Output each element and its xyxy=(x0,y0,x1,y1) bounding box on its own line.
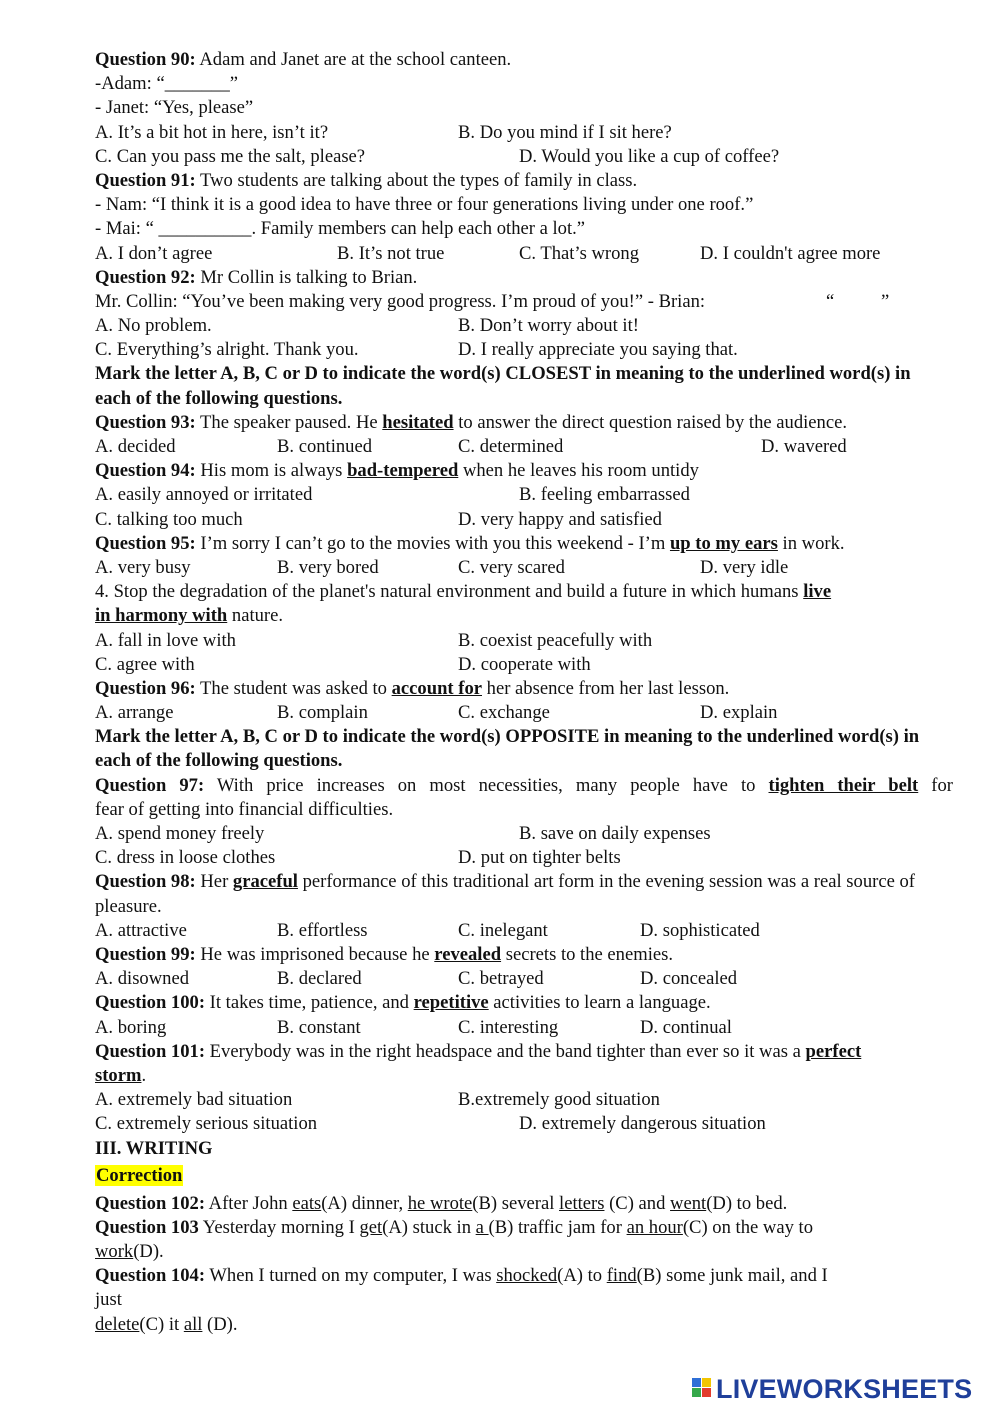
question-text: performance of this traditional art form in the evening session was a real source of xyxy=(297,871,915,893)
question-104 xyxy=(95,1264,985,1288)
option-d[interactable]: D. concealed xyxy=(640,968,738,990)
quote-open: “ xyxy=(826,290,835,312)
question-104-cont xyxy=(95,1313,985,1337)
question-99 xyxy=(95,943,985,967)
correction-label: Correction xyxy=(96,1164,183,1186)
question-text: His mom is always xyxy=(195,460,348,482)
option-c[interactable]: C. extremely serious situation xyxy=(95,1113,318,1135)
question-label: Question 104: xyxy=(95,1265,206,1287)
option-c[interactable]: C. determined xyxy=(458,436,564,458)
option-b[interactable]: B. feeling embarrassed xyxy=(519,484,690,506)
option-c[interactable]: C. Everything’s alright. Thank you. xyxy=(95,339,359,361)
option-a[interactable]: A. No problem. xyxy=(95,315,212,337)
question-101-cont xyxy=(95,1064,985,1088)
question-text: (C) on the way to xyxy=(682,1216,813,1238)
option-a[interactable]: A. decided xyxy=(95,436,176,458)
underlined-word: revealed xyxy=(434,944,502,965)
question-text: Yesterday morning I xyxy=(198,1216,360,1238)
quote-close: ” xyxy=(881,290,890,312)
question-text: (A) to xyxy=(557,1265,607,1287)
underlined-word: hesitated xyxy=(382,411,454,433)
question-text: It takes time, patience, and xyxy=(205,992,414,1014)
option-b[interactable]: B. complain xyxy=(277,702,368,724)
dialogue-line: - Nam: “I think it is a good idea to have three or four generations living under one roof.” xyxy=(95,194,754,216)
option-b[interactable]: B.extremely good situation xyxy=(458,1089,660,1111)
question-text: 4. Stop the degradation of the planet's natural environment and build a future in which humans xyxy=(95,581,804,603)
question-104-cont: just xyxy=(95,1289,122,1311)
option-b[interactable]: B. declared xyxy=(277,968,362,990)
underlined-word: get xyxy=(359,1216,383,1238)
question-96 xyxy=(95,677,985,701)
option-d[interactable]: D. extremely dangerous situation xyxy=(519,1113,766,1135)
option-b[interactable]: B. effortless xyxy=(277,919,368,941)
underlined-word: up to my ears xyxy=(669,532,778,554)
underlined-word: an hour xyxy=(626,1216,683,1238)
question-text: secrets to the enemies. xyxy=(501,944,673,965)
question-text: (B) some junk mail, and I xyxy=(636,1265,828,1287)
options-row xyxy=(95,242,985,266)
question-extra xyxy=(95,580,985,604)
options-row xyxy=(95,822,985,846)
worksheet-page xyxy=(95,48,985,1337)
logo-mark-icon xyxy=(692,1378,711,1397)
options-row xyxy=(95,314,985,338)
options-row xyxy=(95,846,985,870)
question-label: Question 90: xyxy=(95,49,196,70)
dialogue-line xyxy=(95,290,985,314)
question-label: Question 98: xyxy=(95,871,196,893)
underlined-word: he wrote xyxy=(407,1192,473,1214)
question-label: Question 93: xyxy=(95,411,196,433)
underlined-word: shocked xyxy=(496,1265,558,1287)
question-98-cont: pleasure. xyxy=(95,895,162,917)
question-text: for xyxy=(918,774,953,796)
option-d[interactable]: D. wavered xyxy=(761,436,847,458)
question-text: (C) and xyxy=(604,1192,671,1214)
option-b[interactable]: B. continued xyxy=(277,436,373,458)
question-100 xyxy=(95,991,985,1015)
question-94 xyxy=(95,459,985,483)
section-heading-writing: III. WRITING xyxy=(95,1137,213,1159)
options-row xyxy=(95,967,985,991)
option-c[interactable]: C. betrayed xyxy=(458,968,544,990)
option-d[interactable]: D. explain xyxy=(700,702,778,724)
options-row xyxy=(95,121,985,145)
question-label: Question 97: xyxy=(95,774,205,796)
underlined-word: live xyxy=(803,581,832,603)
underlined-word: perfect xyxy=(805,1040,862,1062)
question-text: . xyxy=(141,1064,147,1086)
underlined-word: eats xyxy=(292,1192,322,1214)
question-label: Question 99: xyxy=(95,944,196,965)
question-text: Everybody was in the right headspace and the band tighter than ever so it was a xyxy=(205,1040,806,1062)
question-label: Question 103 xyxy=(95,1216,199,1238)
option-a[interactable]: A. easily annoyed or irritated xyxy=(95,484,313,506)
underlined-word: storm xyxy=(95,1064,142,1086)
option-c[interactable]: C. very scared xyxy=(458,556,565,578)
question-91 xyxy=(95,169,985,193)
question-text: I’m sorry I can’t go to the movies with you this weekend - I’m xyxy=(195,532,670,554)
question-text: (B) several xyxy=(472,1192,560,1214)
option-c[interactable]: C. Can you pass me the salt, please? xyxy=(95,145,366,167)
dialogue-line: - Janet: “Yes, please” xyxy=(95,97,254,119)
underlined-word: went xyxy=(670,1192,707,1214)
question-text: in work. xyxy=(777,532,845,554)
question-text: (D) to bed. xyxy=(706,1192,788,1214)
option-a[interactable]: A. spend money freely xyxy=(95,823,265,845)
question-text: Two students are talking about the types of family in class. xyxy=(195,169,638,191)
option-a[interactable]: A. very busy xyxy=(95,556,191,578)
options-row xyxy=(95,556,985,580)
question-text: nature. xyxy=(227,605,284,627)
question-label: Question 100: xyxy=(95,992,206,1014)
question-label: Question 92: xyxy=(95,266,196,288)
option-b[interactable]: B. constant xyxy=(277,1016,361,1038)
section-instruction-opposite: Mark the letter A, B, C or D to indicate the word(s) OPPOSITE in meaning to the underlined word(s) in each of the following questions. xyxy=(95,726,920,772)
underlined-word: account for xyxy=(391,677,482,699)
underlined-word: work xyxy=(95,1241,134,1263)
option-b[interactable]: B. It’s not true xyxy=(337,242,445,264)
question-label: Question 96: xyxy=(95,677,196,699)
options-row xyxy=(95,1016,985,1040)
options-row xyxy=(95,483,985,507)
dialogue-text: Mr. Collin: “You’ve been making very good progress. I’m proud of you!” - Brian: xyxy=(95,290,706,312)
question-text: to answer the direct question raised by the audience. xyxy=(453,411,848,433)
question-93 xyxy=(95,411,985,435)
question-97-cont: fear of getting into financial difficulties. xyxy=(95,798,394,820)
underlined-word: all xyxy=(183,1313,203,1335)
question-text: her absence from her last lesson. xyxy=(482,677,730,699)
options-row xyxy=(95,1088,985,1112)
liveworksheets-logo[interactable] xyxy=(690,1374,990,1404)
question-text: After John xyxy=(205,1192,293,1214)
options-row xyxy=(95,653,985,677)
options-row xyxy=(95,919,985,943)
question-label: Question 101: xyxy=(95,1040,206,1062)
option-a[interactable]: A. disowned xyxy=(95,968,189,990)
options-row xyxy=(95,338,985,362)
question-text: (A) dinner, xyxy=(321,1192,408,1214)
question-label: Question 95: xyxy=(95,532,196,554)
question-text: (A) stuck in xyxy=(382,1216,476,1238)
underlined-word: letters xyxy=(559,1192,605,1214)
question-extra-cont xyxy=(95,604,985,628)
options-row xyxy=(95,629,985,653)
question-102 xyxy=(95,1192,985,1216)
option-c[interactable]: C. agree with xyxy=(95,653,195,675)
option-d[interactable]: D. I really appreciate you saying that. xyxy=(458,339,738,361)
underlined-word: bad-tempered xyxy=(347,460,459,482)
options-row xyxy=(95,1112,985,1136)
question-text: Her xyxy=(195,871,233,893)
option-a[interactable]: A. extremely bad situation xyxy=(95,1089,293,1111)
correction-row xyxy=(95,1161,985,1192)
option-d[interactable]: D. Would you like a cup of coffee? xyxy=(519,145,780,167)
option-c[interactable]: C. That’s wrong xyxy=(519,242,639,264)
question-92 xyxy=(95,266,985,290)
option-d[interactable]: D. put on tighter belts xyxy=(458,847,621,869)
options-row xyxy=(95,435,985,459)
question-text: When I turned on my computer, I was xyxy=(205,1265,497,1287)
question-label: Question 91: xyxy=(95,169,196,191)
question-98 xyxy=(95,870,1000,894)
brand-name: LIVEWORKSHEETS xyxy=(716,1374,973,1404)
question-text: Mr Collin is talking to Brian. xyxy=(195,266,418,288)
question-text: activities to learn a language. xyxy=(488,992,711,1014)
question-text: (D). xyxy=(202,1313,238,1335)
question-97 xyxy=(95,774,953,798)
option-c[interactable]: C. inelegant xyxy=(458,919,548,941)
option-c[interactable]: C. exchange xyxy=(458,702,550,724)
underlined-word: find xyxy=(606,1265,637,1287)
option-d[interactable]: D. continual xyxy=(640,1016,732,1038)
option-c[interactable]: C. talking too much xyxy=(95,508,243,530)
question-text: (B) traffic jam for xyxy=(488,1216,627,1238)
dialogue-line: -Adam: “_______” xyxy=(95,73,239,95)
underlined-word: in harmony with xyxy=(95,605,228,627)
underlined-word: tighten their belt xyxy=(768,774,919,796)
underlined-word: repetitive xyxy=(413,992,489,1014)
section-instruction-closest: Mark the letter A, B, C or D to indicate the word(s) CLOSEST in meaning to the underlined word(s) in each of the following questions. xyxy=(95,363,911,409)
question-103 xyxy=(95,1216,985,1240)
underlined-word: a xyxy=(475,1216,489,1238)
option-a[interactable]: A. I don’t agree xyxy=(95,242,213,264)
option-b[interactable]: B. Do you mind if I sit here? xyxy=(458,121,672,143)
question-label: Question 102: xyxy=(95,1192,206,1214)
option-a[interactable]: A. attractive xyxy=(95,919,187,941)
option-c[interactable]: C. dress in loose clothes xyxy=(95,847,276,869)
question-text: He was imprisoned because he xyxy=(195,944,435,965)
options-row xyxy=(95,145,985,169)
options-row xyxy=(95,508,985,532)
question-text: (C) it xyxy=(139,1313,184,1335)
option-d[interactable]: D. sophisticated xyxy=(640,919,760,941)
option-b[interactable]: B. very bored xyxy=(277,556,379,578)
question-text: when he leaves his room untidy xyxy=(458,460,699,482)
dialogue-line: - Mai: “ __________. Family members can help each other a lot.” xyxy=(95,218,586,240)
question-text: The speaker paused. He xyxy=(195,411,383,433)
option-a[interactable]: A. boring xyxy=(95,1016,167,1038)
option-d[interactable]: D. I couldn't agree more xyxy=(700,242,881,264)
underlined-word: delete xyxy=(95,1313,140,1335)
options-row xyxy=(95,701,985,725)
option-a[interactable]: A. arrange xyxy=(95,702,174,724)
option-d[interactable]: D. cooperate with xyxy=(458,653,591,675)
underlined-word: graceful xyxy=(232,871,298,893)
option-b[interactable]: B. Don’t worry about it! xyxy=(458,315,639,337)
option-c[interactable]: C. interesting xyxy=(458,1016,559,1038)
option-d[interactable]: D. very happy and satisfied xyxy=(458,508,662,530)
option-d[interactable]: D. very idle xyxy=(700,556,789,578)
question-103-cont xyxy=(95,1240,985,1264)
question-text: With price increases on most necessities, many people have to xyxy=(204,774,769,796)
option-b[interactable]: B. coexist peacefully with xyxy=(458,629,653,651)
option-a[interactable]: A. It’s a bit hot in here, isn’t it? xyxy=(95,121,329,143)
question-text: (D). xyxy=(133,1241,164,1263)
question-90 xyxy=(95,48,985,72)
question-101 xyxy=(95,1040,985,1064)
option-b[interactable]: B. save on daily expenses xyxy=(519,823,711,845)
question-text: Adam and Janet are at the school canteen. xyxy=(195,49,512,70)
question-text: The student was asked to xyxy=(195,677,392,699)
option-a[interactable]: A. fall in love with xyxy=(95,629,236,651)
question-label: Question 94: xyxy=(95,460,196,482)
question-95 xyxy=(95,532,985,556)
